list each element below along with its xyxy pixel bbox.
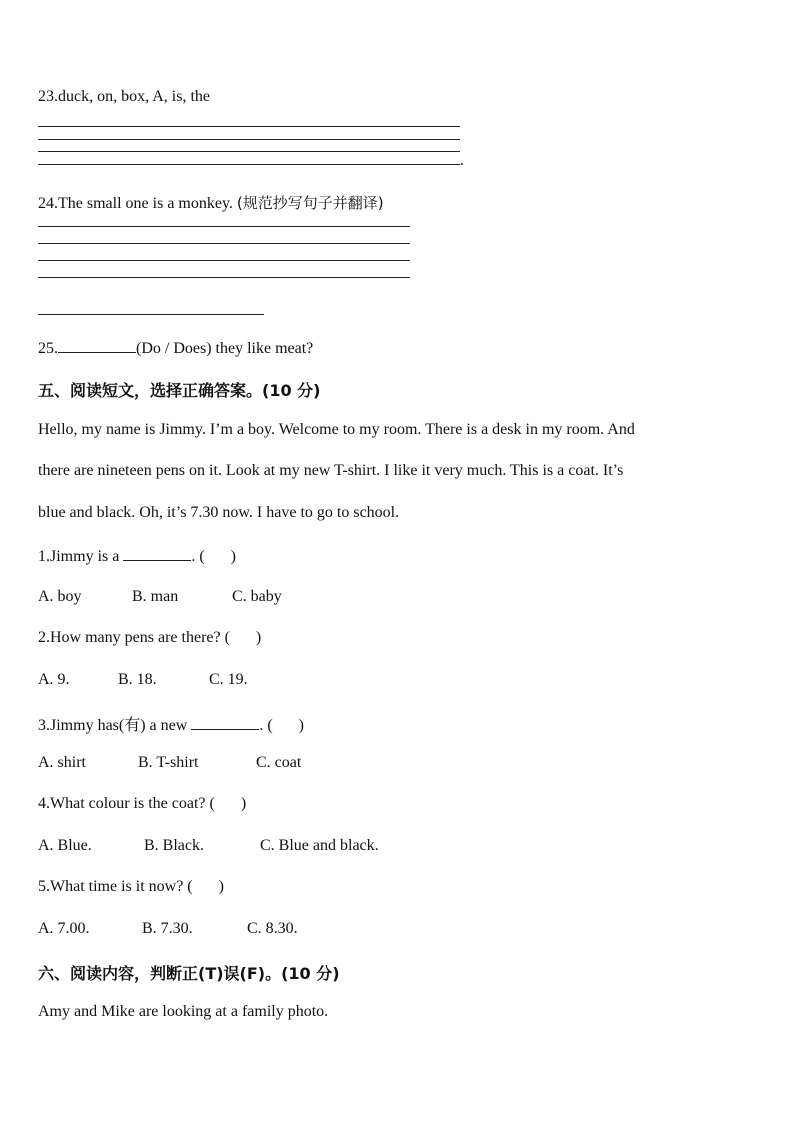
question-text: 3.Jimmy has(有) a new bbox=[38, 717, 192, 734]
answer-blank[interactable] bbox=[123, 546, 191, 561]
option-c[interactable]: C. Blue and black. bbox=[260, 837, 379, 854]
question-text: 5.What time is it now? ( bbox=[38, 878, 193, 895]
option-b[interactable]: B. man bbox=[132, 588, 179, 605]
question-number: 25. bbox=[38, 340, 58, 357]
option-b[interactable]: B. 7.30. bbox=[142, 920, 193, 937]
line-period: . bbox=[460, 152, 464, 169]
question-5: 5.What time is it now? ( ) bbox=[38, 878, 224, 895]
options-5 bbox=[38, 920, 298, 938]
question-23 bbox=[38, 88, 210, 106]
option-c[interactable]: C. 8.30. bbox=[247, 920, 298, 937]
answer-line[interactable] bbox=[38, 260, 410, 261]
question-text: (Do / Does) they like meat? bbox=[136, 340, 314, 357]
option-b[interactable]: B. Black. bbox=[144, 837, 204, 854]
question-24 bbox=[38, 192, 384, 213]
answer-line[interactable] bbox=[38, 151, 460, 152]
question-25 bbox=[38, 338, 313, 358]
answer-line[interactable] bbox=[38, 226, 410, 227]
answer-blank[interactable] bbox=[191, 715, 259, 730]
translation-line[interactable] bbox=[38, 314, 264, 315]
option-a[interactable]: A. shirt bbox=[38, 754, 86, 771]
option-a[interactable]: A. 9. bbox=[38, 671, 70, 688]
question-number: 24. bbox=[38, 195, 58, 212]
answer-line[interactable] bbox=[38, 243, 410, 244]
answer-line[interactable] bbox=[38, 164, 460, 165]
options-2 bbox=[38, 671, 248, 689]
question-text: 1.Jimmy is a bbox=[38, 548, 124, 565]
question-number: 23. bbox=[38, 88, 58, 105]
option-a[interactable]: A. boy bbox=[38, 588, 82, 605]
question-note: (规范抄写句子并翻译) bbox=[236, 194, 384, 212]
question-4: 4.What colour is the coat? ( ) bbox=[38, 795, 247, 812]
section-6-intro: Amy and Mike are looking at a family photo. bbox=[38, 1003, 329, 1020]
answer-line[interactable] bbox=[38, 139, 460, 140]
options-4 bbox=[38, 837, 379, 855]
option-b[interactable]: B. 18. bbox=[118, 671, 157, 688]
option-c[interactable]: C. coat bbox=[256, 754, 302, 771]
passage-line: blue and black. Oh, it’s 7.30 now. I have to go to school. bbox=[38, 504, 400, 521]
option-c[interactable]: C. baby bbox=[232, 588, 282, 605]
answer-line[interactable] bbox=[38, 126, 460, 127]
section-6-title: 六、阅读内容，判断正(T)误(F)。(10 分) bbox=[38, 964, 340, 983]
question-2: 2.How many pens are there? ( ) bbox=[38, 629, 262, 646]
passage-line: there are nineteen pens on it. Look at my new T-shirt. I like it very much. This is a coat. It’s bbox=[38, 462, 624, 479]
section-5-title: 五、阅读短文，选择正确答案。(10 分) bbox=[38, 381, 321, 400]
question-text: The small one is a monkey. bbox=[58, 195, 233, 212]
passage-line: Hello, my name is Jimmy. I’m a boy. Welcome to my room. There is a desk in my room. And bbox=[38, 421, 635, 438]
question-3: 3.Jimmy has(有) a new . ( ) bbox=[38, 717, 304, 734]
question-text: 4.What colour is the coat? ( bbox=[38, 795, 215, 812]
option-a[interactable]: A. Blue. bbox=[38, 837, 92, 854]
question-text: duck, on, box, A, is, the bbox=[58, 88, 210, 105]
option-a[interactable]: A. 7.00. bbox=[38, 920, 90, 937]
question-1: 1.Jimmy is a . ( ) bbox=[38, 548, 236, 565]
options-3 bbox=[38, 754, 301, 772]
option-c[interactable]: C. 19. bbox=[209, 671, 248, 688]
answer-line[interactable] bbox=[38, 277, 410, 278]
option-b[interactable]: B. T-shirt bbox=[138, 754, 199, 771]
question-text: 2.How many pens are there? ( bbox=[38, 629, 230, 646]
answer-blank[interactable] bbox=[58, 338, 136, 353]
options-1 bbox=[38, 588, 282, 606]
